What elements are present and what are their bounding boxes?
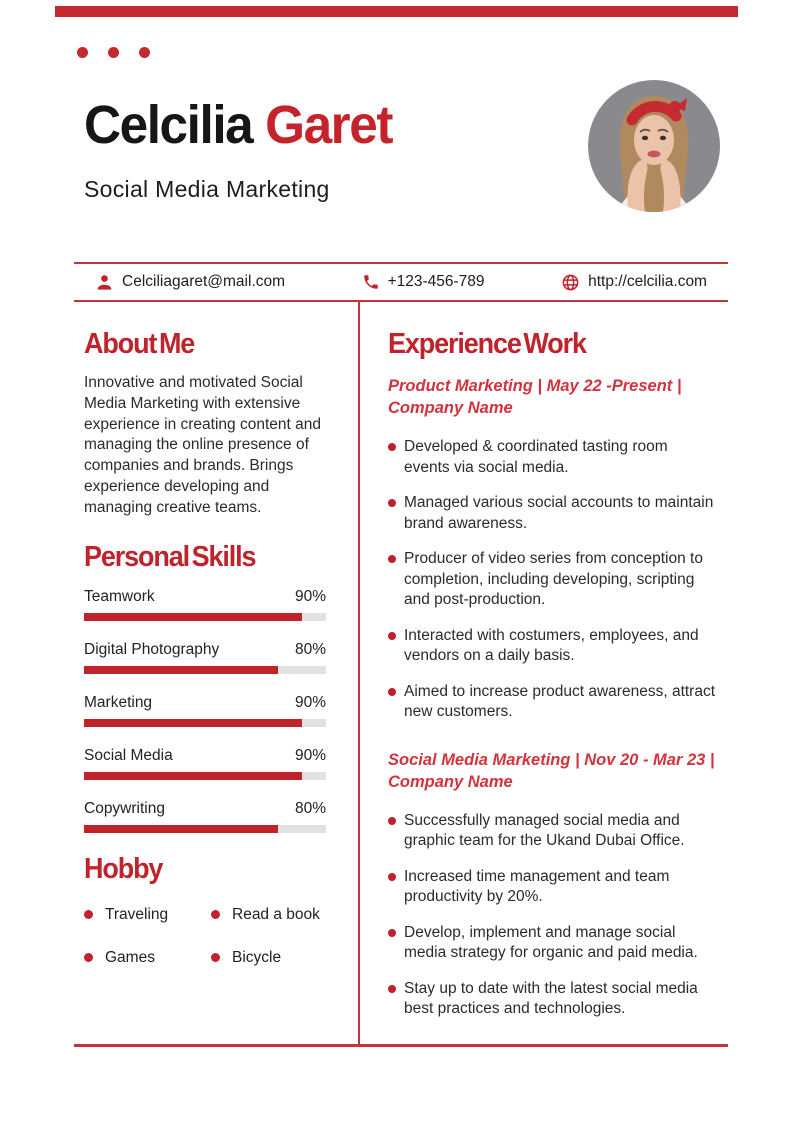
bullet-icon bbox=[388, 985, 396, 993]
skill-value: 90% bbox=[294, 746, 326, 764]
experience-bullet: Developed & coordinated tasting room events via social media. bbox=[388, 437, 716, 478]
hobby-item bbox=[211, 949, 358, 967]
contact-bar bbox=[74, 262, 728, 302]
globe-icon bbox=[561, 273, 580, 292]
contact-phone[interactable] bbox=[362, 273, 485, 291]
skill-row bbox=[84, 588, 326, 621]
person-icon bbox=[95, 273, 114, 292]
hobby-label: Games bbox=[105, 948, 155, 966]
bullet-icon bbox=[388, 817, 396, 825]
skill-value: 80% bbox=[294, 640, 326, 658]
skill-value: 80% bbox=[294, 799, 326, 817]
skill-bar-track bbox=[84, 666, 326, 674]
bullet-icon bbox=[84, 953, 93, 962]
skill-bar-track bbox=[84, 719, 326, 727]
skill-value: 90% bbox=[294, 587, 326, 605]
content-columns bbox=[74, 302, 728, 1045]
experience-bullet: Develop, implement and manage social media strategy for organic and paid media. bbox=[388, 923, 716, 964]
bullet-icon bbox=[388, 632, 396, 640]
hobby-label: Read a book bbox=[232, 905, 320, 923]
experience-bullet: Interacted with costumers, employees, and vendors on a daily basis. bbox=[388, 626, 716, 667]
skill-bar-fill bbox=[84, 825, 278, 833]
left-column bbox=[74, 302, 358, 1045]
experience-bullet: Producer of video series from conception to completion, including developing, scripting and post-production. bbox=[388, 549, 716, 611]
experience-bullet: Managed various social accounts to maintain brand awareness. bbox=[388, 493, 716, 534]
name-first: Celcilia bbox=[84, 95, 253, 155]
phone-icon bbox=[362, 273, 380, 291]
skill-label: Teamwork bbox=[84, 587, 155, 605]
bottom-accent-line bbox=[74, 1044, 728, 1047]
experience-bullet: Increased time management and team productivity by 20%. bbox=[388, 867, 716, 908]
skill-row bbox=[84, 641, 326, 674]
bullet-icon bbox=[388, 873, 396, 881]
skill-label: Marketing bbox=[84, 693, 153, 711]
job-title: Product Marketing | May 22 -Present | Company Name bbox=[388, 377, 682, 417]
name-last: Garet bbox=[265, 95, 392, 155]
skill-bar-track bbox=[84, 613, 326, 621]
hobby-label: Bicycle bbox=[232, 948, 282, 966]
skill-row bbox=[84, 694, 326, 727]
job-title: Social Media Marketing | Nov 20 - Mar 23 | Company Name bbox=[388, 750, 715, 791]
bullet-icon bbox=[211, 910, 220, 919]
skill-value: 90% bbox=[294, 693, 326, 711]
person-name bbox=[84, 94, 392, 156]
job-subtitle: Social Media Marketing bbox=[84, 176, 330, 202]
hobby-label: Traveling bbox=[105, 905, 169, 923]
bullet-icon bbox=[388, 499, 396, 507]
decorative-dots bbox=[77, 47, 150, 58]
skill-bar-track bbox=[84, 772, 326, 780]
hobby-item bbox=[84, 906, 211, 924]
hobby-list bbox=[84, 906, 358, 967]
hobby-item bbox=[211, 906, 358, 924]
hobby-item bbox=[84, 949, 211, 967]
right-column bbox=[358, 302, 728, 1045]
contact-phone-text: +123-456-789 bbox=[387, 273, 485, 290]
skill-row bbox=[84, 747, 326, 780]
dot-icon bbox=[77, 47, 88, 58]
skill-label: Copywriting bbox=[84, 799, 165, 817]
skill-label: Digital Photography bbox=[84, 640, 220, 658]
bullet-icon bbox=[84, 910, 93, 919]
skill-label: Social Media bbox=[84, 746, 173, 764]
experience-bullet: Successfully managed social media and graphic team for the Ukand Dubai Office. bbox=[388, 811, 716, 852]
hobby-heading: Hobby bbox=[84, 852, 163, 885]
skill-bar-fill bbox=[84, 613, 302, 621]
experience-heading: Experience Work bbox=[388, 328, 586, 360]
skill-bar-fill bbox=[84, 666, 278, 674]
skill-bar-fill bbox=[84, 719, 302, 727]
dot-icon bbox=[108, 47, 119, 58]
bullet-icon bbox=[388, 555, 396, 563]
profile-photo bbox=[588, 80, 720, 212]
bullet-icon bbox=[388, 443, 396, 451]
top-accent-bar bbox=[55, 6, 738, 17]
experience-bullet: Aimed to increase product awareness, attract new customers. bbox=[388, 682, 716, 723]
profile-photo-illustration bbox=[588, 80, 720, 212]
contact-email-text: Celciliagaret@mail.com bbox=[122, 273, 286, 290]
job-bullet-list bbox=[388, 437, 728, 723]
skill-row bbox=[84, 800, 326, 833]
skill-bar-track bbox=[84, 825, 326, 833]
skills-heading: Personal Skills bbox=[84, 540, 256, 573]
bullet-icon bbox=[388, 688, 396, 696]
job-bullet-list bbox=[388, 811, 728, 1020]
skill-bar-fill bbox=[84, 772, 302, 780]
contact-website[interactable] bbox=[561, 273, 707, 292]
bullet-icon bbox=[211, 953, 220, 962]
bullet-icon bbox=[388, 929, 396, 937]
skills-list bbox=[84, 588, 358, 833]
dot-icon bbox=[139, 47, 150, 58]
about-heading: About Me bbox=[84, 328, 195, 360]
contact-website-text: http://celcilia.com bbox=[588, 273, 707, 290]
about-text: Innovative and motivated Social Media Marketing with extensive experience in creating content and managing the online presence of companies and brands. Brings experience developing and managing creative teams. bbox=[84, 374, 321, 516]
contact-email[interactable] bbox=[95, 273, 285, 292]
experience-bullet: Stay up to date with the latest social media best practices and technologies. bbox=[388, 979, 716, 1020]
